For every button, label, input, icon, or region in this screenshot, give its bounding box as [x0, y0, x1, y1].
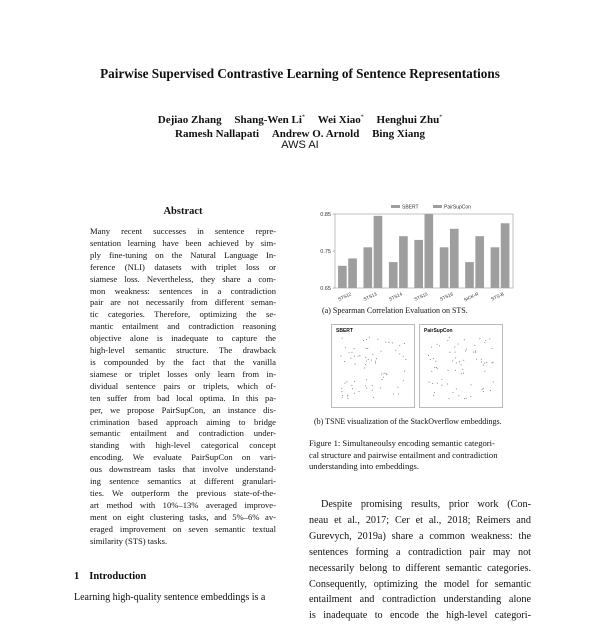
tsne-point — [366, 348, 367, 349]
text-line: encoding. We evaluate PairSupCon on vari- — [90, 452, 276, 463]
tsne-point — [474, 345, 475, 346]
tsne-point — [455, 352, 456, 353]
tsne-point — [354, 381, 355, 382]
x-tick-label: STS14 — [388, 291, 403, 302]
tsne-scatter-sbert — [332, 325, 414, 407]
tsne-point — [492, 362, 493, 363]
tsne-point — [365, 364, 366, 365]
tsne-point — [364, 368, 365, 369]
spearman-bar-chart — [305, 200, 515, 305]
x-tick-label: STS15 — [413, 291, 429, 302]
tsne-point — [376, 358, 377, 359]
tsne-point — [366, 387, 367, 388]
tsne-point — [490, 390, 491, 391]
text-line: ment on eight clustering tasks, and 5%–6% av- — [90, 511, 276, 522]
tsne-point — [392, 342, 393, 343]
text-line: eraged improvement on seven semantic textual — [90, 523, 276, 534]
text-line: standing with high-level categorical concept — [90, 440, 276, 451]
tsne-point — [458, 395, 459, 396]
bar-pairsupcon — [348, 258, 357, 288]
text-line: siamese or triplet losses only learn from in- — [90, 368, 276, 379]
tsne-point — [449, 352, 450, 353]
text-line: sentences forming a contradiction pair may not — [309, 546, 531, 558]
tsne-point — [464, 398, 465, 399]
intro-first-line: Learning high-quality sentence embeddings is a — [74, 592, 266, 603]
bar-sbert — [363, 247, 372, 288]
tsne-panel-label: PairSupCon — [424, 328, 453, 334]
tsne-point — [371, 360, 372, 361]
text-line: is inadequate to encode the high-level categori- — [309, 610, 531, 622]
tsne-point — [369, 337, 370, 338]
x-tick-label: SICK-R — [463, 291, 480, 303]
bar-pairsupcon — [399, 236, 408, 288]
tsne-point — [365, 357, 366, 358]
tsne-point — [486, 362, 487, 363]
tsne-point — [466, 349, 467, 350]
tsne-point — [491, 348, 492, 349]
tsne-point — [435, 361, 436, 362]
bar-pairsupcon — [425, 214, 434, 288]
text-line: tic categories. Therefore, optimizing the se- — [90, 309, 276, 320]
x-tick-label: STS16 — [439, 291, 454, 302]
tsne-point — [347, 395, 348, 396]
text-line: ten suffer from bad local optima. In this pa- — [90, 392, 276, 403]
tsne-point — [348, 352, 349, 353]
tsne-point — [383, 377, 384, 378]
tsne-point — [363, 340, 364, 341]
paper-title: Pairwise Supervised Contrastive Learning of Sentence Representations — [100, 66, 500, 81]
tsne-point — [441, 379, 442, 380]
tsne-point — [431, 347, 432, 348]
text-line: ous downstream tasks that involve understand- — [90, 464, 276, 475]
y-tick-label: 0.75 — [320, 249, 331, 255]
tsne-point — [483, 388, 484, 389]
author-list — [0, 110, 600, 141]
tsne-point — [341, 391, 342, 392]
tsne-point — [479, 338, 480, 339]
tsne-point — [342, 338, 343, 339]
tsne-point — [388, 342, 389, 343]
tsne-point — [459, 361, 460, 362]
bar-pairsupcon — [374, 216, 383, 288]
tsne-panel-sbert — [331, 324, 415, 408]
tsne-point — [397, 387, 398, 388]
tsne-point — [447, 340, 448, 341]
tsne-point — [455, 370, 456, 371]
tsne-point — [347, 398, 348, 399]
text-line: art method with 10%–13% averaged improve- — [90, 499, 276, 510]
author-name: Andrew O. Arnold — [271, 127, 360, 140]
tsne-point — [403, 380, 404, 381]
text-line: mantic entailment and contradiction reasoning — [90, 321, 276, 332]
tsne-point — [434, 367, 435, 368]
tsne-point — [428, 355, 429, 356]
legend-swatch — [391, 205, 400, 208]
x-tick-label: STS13 — [362, 291, 378, 302]
tsne-point — [386, 373, 387, 374]
text-line: Gurevych, 2019a) share a common weakness: the — [309, 530, 531, 542]
plot-frame — [335, 214, 513, 288]
author-name: Bing Xiang — [372, 127, 425, 140]
author-name: Henghui Zhu* — [376, 113, 443, 126]
tsne-point — [464, 339, 465, 340]
text-line: semantic entailment and contradiction under- — [90, 428, 276, 439]
tsne-point — [346, 381, 347, 382]
tsne-point — [439, 345, 440, 346]
figure-caption-a: (a) Spearman Correlation Evaluation on STS. — [322, 306, 468, 315]
x-tick-label: STS12 — [337, 291, 353, 302]
tsne-point — [347, 395, 348, 396]
text-line: ties. We outperform the previous state-of-the- — [90, 487, 276, 498]
tsne-point — [431, 371, 432, 372]
tsne-point — [432, 383, 433, 384]
tsne-point — [366, 361, 367, 362]
text-line: dividual sentence pairs or triplets, which of- — [90, 380, 276, 391]
tsne-point — [381, 351, 382, 352]
section-title: Introduction — [89, 571, 147, 582]
tsne-point — [367, 348, 368, 349]
tsne-point — [476, 359, 477, 360]
tsne-point — [429, 382, 430, 383]
tsne-point — [373, 397, 374, 398]
tsne-point — [377, 339, 378, 340]
bar-pairsupcon — [450, 229, 459, 288]
tsne-point — [452, 392, 453, 393]
tsne-point — [455, 357, 456, 358]
tsne-point — [375, 362, 376, 363]
tsne-point — [461, 364, 462, 365]
caption-line: cal structure and pairwise entailment and contradiction — [309, 449, 498, 460]
tsne-point — [359, 355, 360, 356]
text-line: entailment and contradiction understanding alone — [309, 594, 531, 606]
tsne-point — [354, 348, 355, 349]
tsne-point — [358, 391, 359, 392]
tsne-point — [345, 347, 346, 348]
tsne-point — [342, 397, 343, 398]
tsne-point — [456, 362, 457, 363]
tsne-point — [405, 359, 406, 360]
tsne-panel-pairsupcon — [419, 324, 503, 408]
tsne-point — [470, 396, 471, 397]
bar-pairsupcon — [475, 236, 484, 288]
bar-sbert — [440, 247, 449, 288]
tsne-point — [398, 394, 399, 395]
tsne-point — [485, 340, 486, 341]
tsne-point — [437, 344, 438, 345]
abstract-heading: Abstract — [163, 206, 203, 217]
author-name: Shang-Wen Li* — [234, 113, 305, 126]
figure-caption-b: (b) TSNE visualization of the StackOverflow embeddings. — [314, 417, 502, 426]
tsne-point — [344, 361, 345, 362]
tsne-point — [354, 393, 355, 394]
section-heading — [74, 571, 146, 582]
tsne-point — [404, 371, 405, 372]
tsne-point — [475, 352, 476, 353]
tsne-point — [395, 350, 396, 351]
legend-label: SBERT — [402, 204, 419, 211]
tsne-point — [483, 365, 484, 366]
body-paragraph — [309, 497, 531, 624]
tsne-point — [447, 383, 448, 384]
tsne-point — [366, 379, 367, 380]
tsne-point — [471, 384, 472, 385]
text-line: ference (NLI) datasets with triplet loss or — [90, 261, 276, 272]
bar-sbert — [465, 262, 474, 288]
tsne-point — [351, 352, 352, 353]
tsne-point — [461, 373, 462, 374]
tsne-point — [351, 385, 352, 386]
tsne-point — [385, 342, 386, 343]
text-line: ply fine-tuning on the Natural Language In- — [90, 249, 276, 260]
tsne-point — [344, 383, 345, 384]
tsne-point — [448, 398, 449, 399]
text-line: ing sentence semantics at different granulari- — [90, 476, 276, 487]
tsne-point — [368, 359, 369, 360]
tsne-point — [484, 363, 485, 364]
text-line: similarity (STS) tasks. — [90, 535, 168, 546]
y-tick-label: 0.65 — [320, 286, 331, 292]
tsne-point — [372, 354, 373, 355]
bar-sbert — [338, 266, 347, 288]
tsne-scatter-pairsupcon — [420, 325, 502, 407]
caption-line: understanding into embeddings. — [309, 461, 420, 471]
tsne-point — [365, 385, 366, 386]
tsne-point — [473, 352, 474, 353]
caption-line: Figure 1: Simultaneoulsy encoding semantic categori- — [309, 438, 495, 448]
text-line: sentation learning have been achieved by sim- — [90, 237, 276, 248]
text-line: necessarily belong to different semantic categories. — [309, 562, 531, 574]
tsne-point — [399, 345, 400, 346]
text-line: is compounded by the fact that the vanilla — [90, 356, 276, 367]
tsne-point — [358, 356, 359, 357]
affiliation: AWS AI — [281, 139, 319, 151]
tsne-point — [340, 355, 341, 356]
section-number: 1 — [74, 571, 80, 582]
tsne-point — [366, 339, 367, 340]
tsne-point — [484, 342, 485, 343]
tsne-point — [350, 358, 351, 359]
y-tick-label: 0.85 — [320, 212, 331, 218]
bar-sbert — [491, 247, 500, 288]
tsne-point — [448, 370, 449, 371]
legend-label: PairSupCon — [444, 204, 471, 211]
text-line: high-level semantic structure. The drawback — [90, 345, 276, 356]
tsne-point — [386, 374, 387, 375]
tsne-point — [430, 359, 431, 360]
tsne-point — [449, 337, 450, 338]
tsne-point — [381, 379, 382, 380]
tsne-point — [481, 361, 482, 362]
tsne-point — [466, 398, 467, 399]
bar-sbert — [414, 240, 423, 288]
tsne-point — [433, 395, 434, 396]
tsne-point — [434, 392, 435, 393]
tsne-point — [484, 371, 485, 372]
tsne-point — [437, 368, 438, 369]
tsne-point — [465, 351, 466, 352]
tsne-point — [481, 359, 482, 360]
author-name: Dejiao Zhang — [157, 113, 222, 126]
tsne-point — [454, 346, 455, 347]
text-line: per, we propose PairSupCon, an instance dis- — [90, 404, 276, 415]
legend-swatch — [433, 205, 442, 208]
tsne-point — [462, 369, 463, 370]
tsne-point — [372, 390, 373, 391]
tsne-point — [355, 364, 356, 365]
tsne-point — [433, 358, 434, 359]
tsne-point — [452, 361, 453, 362]
tsne-point — [493, 381, 494, 382]
tsne-point — [442, 385, 443, 386]
tsne-point — [342, 395, 343, 396]
tsne-point — [475, 350, 476, 351]
tsne-point — [381, 374, 382, 375]
tsne-point — [399, 354, 400, 355]
text-line: objective alone is inadequate to capture the — [90, 333, 276, 344]
tsne-point — [492, 362, 493, 363]
tsne-point — [489, 338, 490, 339]
tsne-panel-label: SBERT — [336, 328, 353, 334]
tsne-point — [437, 383, 438, 384]
figure-1-caption — [309, 438, 531, 473]
tsne-point — [384, 373, 385, 374]
text-line: pair are not necessarily from different seman- — [90, 297, 276, 308]
tsne-point — [463, 373, 464, 374]
tsne-point — [463, 360, 464, 361]
tsne-point — [482, 389, 483, 390]
tsne-point — [403, 356, 404, 357]
tsne-point — [375, 361, 376, 362]
tsne-point — [372, 385, 373, 386]
tsne-point — [436, 367, 437, 368]
tsne-point — [352, 388, 353, 389]
tsne-point — [458, 344, 459, 345]
bar-pairsupcon — [501, 223, 510, 288]
text-line: neau et al., 2017; Cer et al., 2018; Reimers and — [309, 514, 531, 526]
abstract-body — [90, 226, 276, 547]
tsne-point — [341, 388, 342, 389]
text-line: siamese loss. Nevertheless, they share a com- — [90, 273, 276, 284]
tsne-point — [483, 391, 484, 392]
tsne-point — [354, 356, 355, 357]
tsne-point — [393, 393, 394, 394]
text-line: Many recent successes in sentence repre- — [90, 226, 276, 236]
text-line: Despite promising results, prior work (Con- — [321, 499, 531, 510]
author-name: Wei Xiao* — [317, 113, 364, 126]
x-tick-label: STS-B — [490, 291, 505, 302]
text-line: Consequently, optimizing the model for semantic — [309, 578, 531, 590]
tsne-point — [404, 343, 405, 344]
text-line: crimination based approach aiming to bridge — [90, 416, 276, 427]
text-line: mon weakness: sentences in a contradiction — [90, 285, 276, 296]
author-name: Ramesh Nallapati — [175, 127, 260, 140]
tsne-point — [456, 388, 457, 389]
authors-line-1 — [0, 110, 600, 127]
tsne-point — [380, 387, 381, 388]
bar-sbert — [389, 262, 398, 288]
